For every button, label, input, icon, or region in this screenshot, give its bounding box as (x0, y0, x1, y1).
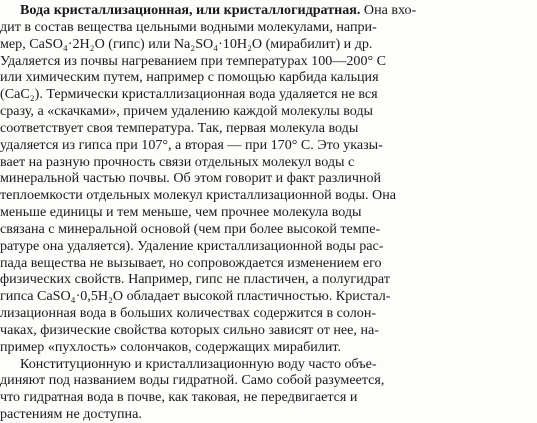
paragraph-text: пада вещества не вызывает, но сопровождается изменением его (0, 254, 382, 271)
text-line (0, 255, 537, 272)
paragraph-text: соответствует своя температура. Так, первая молекула воды (0, 119, 359, 136)
text-line (0, 36, 537, 53)
text-line (0, 154, 537, 171)
text-line (0, 271, 537, 288)
paragraph-text: чаках, физические свойства которых сильно зависят от нее, на- (0, 321, 379, 338)
paragraph-text: ратуре она удаляется). Удаление кристаллизационной воды рас- (0, 237, 384, 254)
paragraph-text: теплоемкости отдельных молекул кристаллизационной воды. Она (0, 187, 396, 204)
paragraph-text: Она вхо- (360, 2, 417, 18)
paragraph-text: пример «пухлость» солончаков, содержащих мирабилит. (0, 338, 341, 355)
text-line (0, 305, 537, 322)
paragraph-text: лизационная вода в больших количествах содержится в солон- (0, 305, 377, 321)
text-line (0, 406, 537, 423)
text-line (0, 120, 537, 137)
paragraph-text: или химическим путем, например с помощью карбида кальция (0, 69, 379, 86)
text-line (0, 170, 537, 187)
text-line (0, 288, 537, 305)
paragraph-text: что гидратная вода в почве, как таковая, не передвигается и (0, 389, 358, 406)
text-line (0, 69, 537, 86)
paragraph-text: мер, CaSO₄·2H₂O (гипс) или Na₂SO₄·10H₂O (мирабилит) и др. (0, 35, 373, 52)
text-line (0, 389, 537, 406)
text-line (0, 53, 537, 70)
text-line (20, 2, 532, 19)
paragraph-text: (CaC₂). Термически кристаллизационная вода удаляется не вся (0, 86, 378, 103)
text-line (0, 103, 537, 120)
text-line (0, 187, 537, 204)
paragraph-text: гипса CaSO₄·0,5H₂O обладает высокой пластичностью. Кристал- (0, 288, 391, 305)
text-line (0, 204, 537, 221)
paragraph-text: вает на разную прочность связи отдельных молекул воды с (0, 153, 355, 170)
paragraph-text: Конституционную и кристаллизационную воду часто объе- (20, 355, 377, 372)
paragraph-text: меньше единицы и тем меньше, чем прочнее молекула воды (0, 204, 362, 220)
paragraph-text: диняют под названием воды гидратной. Само собой разумеется, (0, 372, 385, 389)
text-line (0, 372, 537, 389)
text-line (0, 19, 537, 36)
text-line (0, 137, 537, 154)
paragraph-text: связана с минеральной основой (чем при более высокой темпе- (0, 220, 381, 237)
section-heading: Вода кристаллизационная, или кристаллогидратная. (20, 2, 361, 18)
paragraph-text: дит в состав вещества цельными водными молекулами, напри- (0, 18, 377, 35)
paragraph-text: растениям не доступна. (0, 406, 142, 422)
text-line (0, 221, 537, 238)
text-line (0, 86, 537, 103)
paragraph-text: физических свойств. Например, гипс не пластичен, а полугидрат (0, 271, 390, 288)
text-line (20, 356, 537, 373)
text-line (0, 322, 537, 339)
text-line (0, 238, 537, 255)
paragraph-text: минеральной частью почвы. Об этом говорит и факт различной (0, 170, 382, 187)
text-line (0, 339, 537, 356)
paragraph-text: удаляется из гипса при 107°, а вторая — при 170° С. Это указы- (0, 136, 383, 153)
paragraph-text: сразу, а «скачками», причем удалению каждой молекулы воды (0, 103, 374, 119)
paragraph-text: Удаляется из почвы нагреванием при температурах 100—200° С (0, 52, 387, 69)
